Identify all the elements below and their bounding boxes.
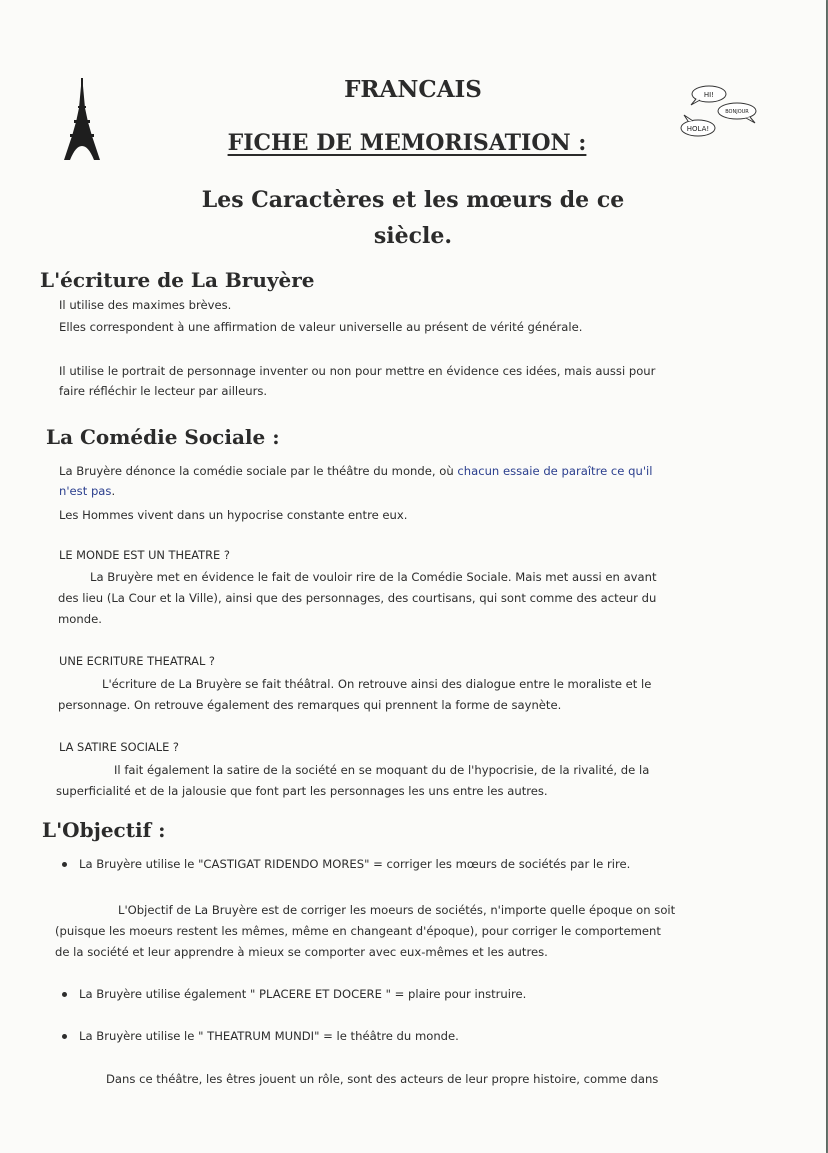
list-item	[62, 1029, 459, 1043]
list-item	[62, 987, 526, 1001]
list-item-text: La Bruyère utilise également " PLACERE ET DOCERE " = plaire pour instruire.	[79, 987, 527, 1001]
paragraph-line: (puisque les moeurs restent les mêmes, même en changeant d'époque), pour corriger le comportement	[55, 924, 661, 938]
paragraph-line: Il fait également la satire de la société en se moquant du de l'hypocrisie, de la rivalité, de la	[114, 763, 650, 777]
paragraph-line: L'écriture de La Bruyère se fait théâtral. On retrouve ainsi des dialogue entre le moraliste et le	[102, 677, 652, 691]
bullet-icon	[62, 1034, 67, 1039]
list-item-text: La Bruyère utilise le "CASTIGAT RIDENDO MORES" = corriger les mœurs de sociétés par le rire.	[79, 857, 631, 871]
subject-title: FRANCAIS	[344, 76, 482, 103]
section-heading-ecriture: L'écriture de La Bruyère	[40, 268, 315, 292]
text-run: .	[111, 484, 116, 498]
paragraph-line: Il utilise des maximes brèves.	[59, 298, 232, 312]
work-title-line2: siècle.	[373, 223, 453, 249]
list-item-text: La Bruyère utilise le " THEATRUM MUNDI" = le théâtre du monde.	[79, 1029, 459, 1043]
highlighted-text: n'est pas	[59, 484, 112, 498]
subsection-title: LA SATIRE SOCIALE ?	[59, 740, 179, 754]
section-heading-comedie: La Comédie Sociale :	[46, 425, 280, 449]
text-run: La Bruyère dénonce la comédie sociale par le théâtre du monde, où	[59, 464, 458, 478]
paragraph-line: Elles correspondent à une affirmation de valeur universelle au présent de vérité générale.	[59, 320, 583, 334]
list-item	[62, 857, 630, 871]
paragraph-line	[59, 480, 115, 502]
paragraph-line: faire réfléchir le lecteur par ailleurs.	[59, 384, 268, 398]
paragraph-line: Il utilise le portrait de personnage inventer ou non pour mettre en évidence ces idées, mais aussi pour	[59, 364, 656, 378]
highlighted-text: chacun essaie de paraître ce qu'il	[457, 464, 653, 478]
paragraph-line: monde.	[58, 612, 102, 626]
paragraph-line: Dans ce théâtre, les êtres jouent un rôle, sont des acteurs de leur propre histoire, comme dans	[106, 1072, 659, 1086]
work-title	[0, 182, 826, 254]
section-heading-objectif: L'Objectif :	[42, 818, 166, 842]
bullet-icon	[62, 862, 67, 867]
paragraph-line: personnage. On retrouve également des remarques qui prennent la forme de saynète.	[58, 698, 562, 712]
paragraph-line: de la société et leur apprendre à mieux se comporter avec eux-mêmes et les autres.	[55, 945, 548, 959]
paragraph-line: superficialité et de la jalousie que font part les personnages les uns entre les autres.	[56, 784, 548, 798]
subsection-title: LE MONDE EST UN THEATRE ?	[59, 548, 230, 562]
sheet-title-text: FICHE DE MEMORISATION :	[227, 130, 587, 156]
bullet-icon	[62, 992, 67, 997]
sheet-title	[0, 130, 820, 156]
bubble-hola: HOLA!	[686, 125, 710, 133]
paragraph-line	[59, 460, 652, 482]
paragraph-line: des lieu (La Cour et la Ville), ainsi que des personnages, des courtisans, qui sont comme des acteur du	[58, 591, 657, 605]
work-title-line1: Les Caractères et les mœurs de ce	[201, 187, 625, 213]
paragraph-line: L'Objectif de La Bruyère est de corriger les moeurs de sociétés, n'importe quelle époque on soit	[118, 903, 676, 917]
bubble-bonjour: BONJOUR	[725, 109, 749, 115]
subsection-title: UNE ECRITURE THEATRAL ?	[59, 654, 215, 668]
paragraph-line: La Bruyère met en évidence le fait de vouloir rire de la Comédie Sociale. Mais met aussi en avant	[90, 570, 657, 584]
bubble-hi: HI!	[703, 91, 715, 99]
paragraph-line: Les Hommes vivent dans un hypocrise constante entre eux.	[59, 508, 408, 522]
